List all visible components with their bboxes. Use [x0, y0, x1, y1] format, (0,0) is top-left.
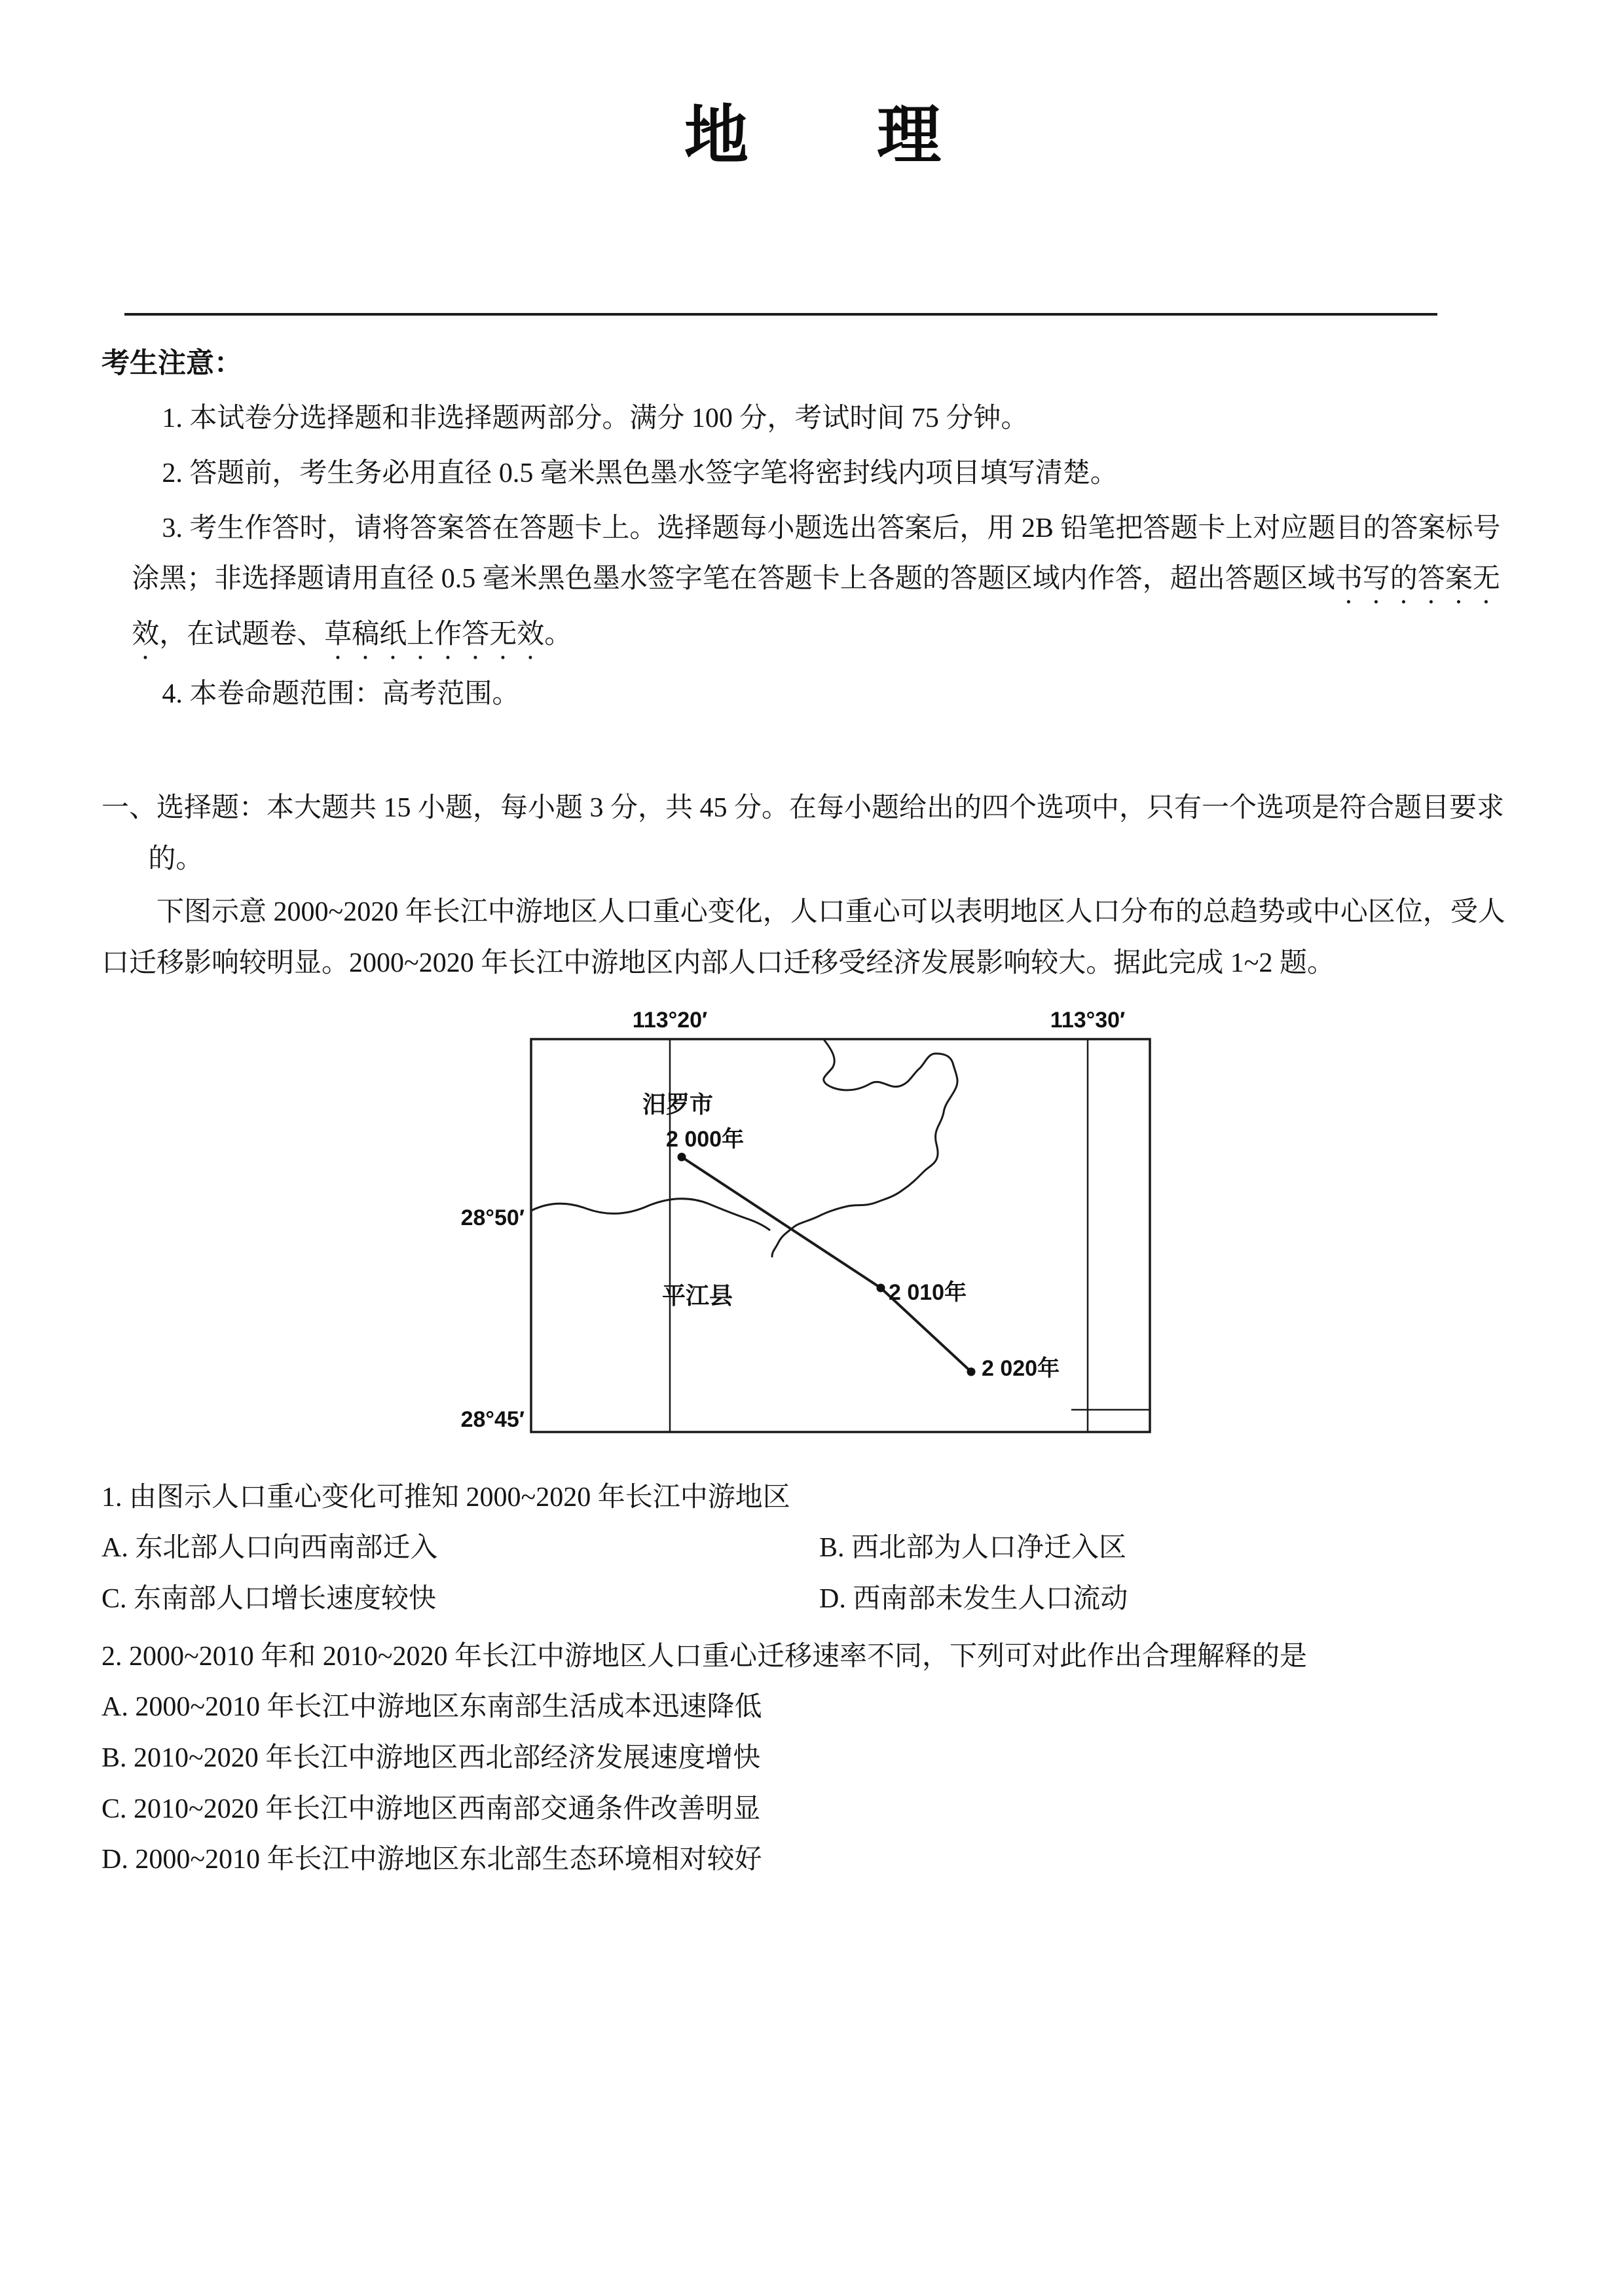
county-label-pingjiang: 平江县	[662, 1281, 733, 1309]
notice-item-3-emphasis-2: 草稿纸上作答无效	[324, 619, 545, 650]
migration-path-line	[682, 1157, 971, 1372]
section-1-heading: 一、选择题：本大题共 15 小题，每小题 3 分，共 45 分。在每小题给出的四个选项中，只有一个选项是符合题目要求的。	[101, 792, 1505, 874]
year-label-2020: 2 020年	[982, 1355, 1060, 1381]
notice-list	[101, 394, 1524, 720]
county-boundary-line	[772, 1040, 957, 1257]
question-2-option-b: B. 2010~2020 年长江中游地区西北部经济发展速度增快	[101, 1743, 761, 1774]
question-1-option-c: C. 东南部人口增长速度较快	[101, 1584, 437, 1615]
notice-item-3-emphasis-1: 书写的答案无效	[132, 564, 1500, 650]
question-group-intro: 下图示意 2000~2020 年长江中游地区人口重心变化，人口重心可以表明地区人口分布的总趋势或中心区位，受人口迁移影响较明显。2000~2020 年长江中游地区内部人口迁移受经济发展影响较大。据此完成 1~2 题。	[101, 897, 1505, 978]
notice-item-1: 1. 本试卷分选择题和非选择题两部分。满分 100 分，考试时间 75 分钟。	[162, 403, 1029, 434]
west-boundary-line	[531, 1198, 770, 1230]
notice-item-3-text-c: 。	[544, 619, 572, 650]
question-2-option-c: C. 2010~2020 年长江中游地区西南部交通条件改善明显	[101, 1793, 761, 1824]
notice-item-3-text-a: 3. 考生作答时，请将答案答在答题卡上。选择题每小题选出答案后，用 2B 铅笔把答题卡上对应题目的答案标号涂黑；非选择题请用直径 0.5 毫米黑色墨水签字笔在答题卡上各题的答题区域内作答，超出答题区域	[132, 513, 1501, 595]
latitude-label-28-50: 28°50′	[460, 1205, 525, 1230]
title-divider	[124, 313, 1437, 316]
longitude-label-113-30: 113°30′	[1050, 1007, 1126, 1033]
notice-heading: 考生注意：	[101, 348, 242, 379]
question-1-option-b: B. 西北部为人口净迁入区	[819, 1533, 1127, 1564]
city-label-miluo: 汨罗市	[642, 1090, 714, 1118]
question-1-option-a: A. 东北部人口向西南部迁入	[101, 1533, 438, 1564]
question-1-stem: 1. 由图示人口重心变化可推知 2000~2020 年长江中游地区	[101, 1482, 790, 1513]
notice-item-4: 4. 本卷命题范围：高考范围。	[162, 679, 520, 710]
question-2	[101, 1632, 1524, 1886]
year-label-2000: 2 000年	[666, 1126, 745, 1152]
year-label-2010: 2 010年	[889, 1279, 967, 1305]
question-1	[101, 1473, 1524, 1625]
population-center-map-figure	[433, 1008, 1192, 1466]
notice-item-3	[101, 504, 1524, 666]
question-2-options	[101, 1682, 1524, 1886]
latitude-label-28-45: 28°45′	[460, 1406, 525, 1432]
page-title: 地理	[684, 101, 1069, 172]
question-1-option-d: D. 西南部未发生人口流动	[819, 1584, 1128, 1615]
question-2-option-d: D. 2000~2010 年长江中游地区东北部生态环境相对较好	[101, 1845, 762, 1875]
longitude-label-113-20: 113°20′	[632, 1007, 708, 1033]
map-svg	[433, 1008, 1192, 1466]
question-2-stem: 2. 2000~2010 年和 2010~2020 年长江中游地区人口重心迁移速率不同，下列可对此作出合理解释的是	[101, 1641, 1307, 1672]
point-2010	[877, 1283, 885, 1292]
point-2000	[678, 1152, 686, 1161]
notice-item-3-text-b: ，在试题卷、	[159, 619, 325, 650]
question-1-options	[101, 1523, 1524, 1625]
notice-item-2: 2. 答题前，考生务必用直径 0.5 毫米黑色墨水签字笔将密封线内项目填写清楚。	[162, 458, 1118, 488]
point-2020	[967, 1367, 976, 1376]
question-2-option-a: A. 2000~2010 年长江中游地区东南部生活成本迅速降低	[101, 1692, 762, 1723]
